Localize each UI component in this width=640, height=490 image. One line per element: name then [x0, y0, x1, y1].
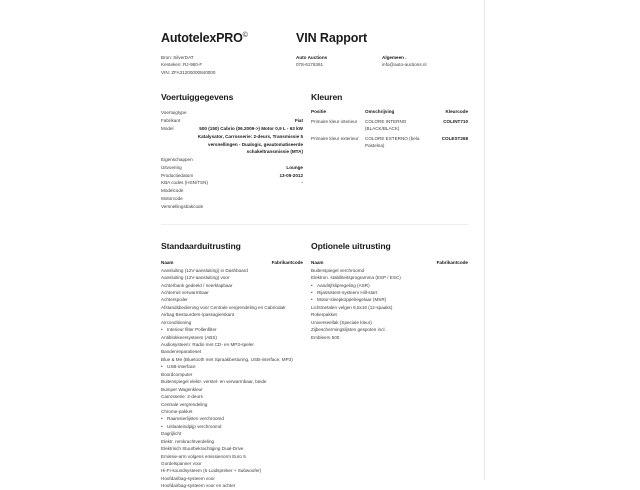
- equipment-item: Blue & Me (Bluetooth met Spraakbesturing, USB-interface, MP3): [161, 356, 293, 362]
- color-description: COLORE INTERNO (BLACK/BLACK): [365, 118, 407, 131]
- equipment-item: Elektron. stabiliteitsprogramma (ESP / ESC): [311, 275, 401, 281]
- vehicle-row-value: 500 (150) Cabrio (06.2009->) Motor 0,9 L - 63 kW Katalysator, Carrosserie: 2-deurs, Transmissie 5 versnellingen - Dualogic, geautomatiseerde schakeltransmissie (MTA): [197, 125, 303, 155]
- vehicle-row: [161, 117, 303, 125]
- colors-table-header: [311, 109, 468, 119]
- colors-header-position: Positie: [311, 109, 327, 115]
- vehicle-row: [161, 109, 303, 117]
- equipment-item: • Interieur filter Pollenfilter: [161, 326, 303, 333]
- equipment-item: Elektrisch Stuurbekrachtiging Dual-Drive: [161, 446, 244, 452]
- standard-equipment-list: [161, 267, 303, 490]
- equipment-item: • Raamsierlijsten verchroomd: [161, 415, 303, 422]
- colors-table-row: [311, 119, 468, 136]
- vehicle-row: [161, 156, 303, 164]
- equipment-item: Airbag Bestuurders-/passagierskant: [161, 312, 235, 318]
- equipment-item: Embleem 500: [311, 334, 340, 340]
- optional-equipment-header: [311, 260, 468, 267]
- contact-block: [296, 54, 468, 69]
- contact-phone: 078-6176361: [296, 62, 324, 68]
- contact-email[interactable]: info@auto-auctions.nl: [382, 62, 427, 68]
- color-code: COLEST268: [441, 136, 468, 142]
- equipment-item: Hi-Fi-soundsysteem (6 Luidspreker + Subwoofer): [161, 468, 262, 474]
- equipment-item: Achterspoiler: [161, 297, 188, 303]
- colors-header-description: Omschrijving: [365, 109, 395, 115]
- optional-equipment-title: Optionele uitrusting: [311, 240, 391, 251]
- vehicle-row-value: Lounge: [286, 164, 303, 170]
- vehicle-row: [161, 164, 303, 172]
- optional-col-name: Naam: [311, 259, 324, 265]
- color-position: Primaire kleur exterieur: [311, 136, 359, 142]
- equipment-item: Universeellak (Speciale kleur): [311, 319, 372, 325]
- equipment-item: Carrosserie: 2-deurs: [161, 394, 203, 400]
- vehicle-row-label: Eigenschappen: [161, 157, 193, 163]
- equipment-item: Dagrijlicht: [161, 431, 182, 437]
- vehicle-row: [161, 195, 303, 203]
- vehicle-row-label: KBA codes (HSN/TSN): [161, 180, 208, 186]
- equipment-item: Hoofdairbag-systeem voor en achter: [161, 483, 236, 489]
- equipment-item: Aansluiting (12V-aansluiting) voor: [161, 275, 230, 281]
- logo-text: AutotelexPRO: [161, 31, 243, 45]
- equipment-item: Hoofdairbag-systeem voor: [161, 475, 215, 481]
- equipment-item: Bandenreparatieset: [161, 349, 202, 355]
- optional-equipment-column: [311, 241, 468, 490]
- equipment-item: Antiblokkeersysteem (ABS): [161, 334, 217, 340]
- vehicle-row-label: Productiedatum: [161, 172, 194, 178]
- equipment-item: • Aandrijfslipregeling (ASR): [311, 282, 468, 289]
- vehicle-row: [161, 203, 303, 211]
- color-position: Primaire kleur interieur: [311, 118, 358, 124]
- source-line: [161, 54, 296, 61]
- colors-table-body: [311, 119, 468, 154]
- equipment-item: Elektr. remkrachtverdeling: [161, 438, 215, 444]
- source-value: SilverDAT: [173, 55, 194, 60]
- equipment-item: • USB-interface: [161, 363, 303, 370]
- vehicle-row-label: Fabrikant: [161, 118, 181, 124]
- equipment-item: • Uitlaateindpijp verchroomd: [161, 423, 303, 430]
- vin-label: VIN:: [161, 69, 170, 75]
- vehicle-row: [161, 125, 303, 156]
- contact-general-label: Algemeen .: [382, 55, 407, 60]
- equipment-item: Achterbank gedeeld / neerklapbaar: [161, 282, 233, 288]
- vehicle-row-value: Fiat: [294, 118, 303, 124]
- contact-company: Auto Auctions: [296, 55, 328, 60]
- colors-section: [311, 92, 468, 210]
- vehicle-rows: [161, 109, 303, 210]
- contact-general-col: [382, 54, 468, 69]
- vehicle-row-value: 13-05-2012: [279, 172, 303, 178]
- vehicle-row: [161, 172, 303, 180]
- details-section: [161, 92, 468, 210]
- standard-equipment-title: Standaarduitrusting: [161, 240, 241, 251]
- equipment-item: • Rijassistent-systeem Hill-start: [311, 289, 468, 296]
- equipment-item: Achterruit verwarmbaar: [161, 289, 209, 295]
- vehicle-row-value: -: [301, 180, 303, 186]
- vehicle-row-label: Uitvoering: [161, 164, 182, 170]
- equipment-item: Aansluiting (12V-aansluiting) in Dashboard: [161, 267, 248, 273]
- source-label: Bron:: [161, 55, 172, 60]
- colors-table: [311, 109, 468, 153]
- standard-equipment-column: [161, 241, 311, 490]
- colors-header-code: Kleurcode: [445, 109, 468, 115]
- equipment-item: Gordelspanner voor: [161, 461, 202, 467]
- equipment-item: Centrale vergrendeling: [161, 401, 208, 407]
- equipment-item: Audiosysteem: Radio met CD- en MP3-speler: [161, 342, 254, 348]
- optional-col-code: Fabrikantcode: [436, 259, 468, 265]
- color-description: COLORE ESTERNO (bela Pastelna): [365, 136, 420, 148]
- equipment-item: Buitenspiegel verchroomd: [311, 267, 365, 273]
- equipment-item: Buitenspiegel elektr. verstel- en verwarmbaar, beide: [161, 379, 267, 385]
- equipment-section: [161, 241, 468, 490]
- equipment-item: Afstandsbediening voor Centrale vergrendeling en Cabriodak: [161, 304, 286, 310]
- app-logo: [161, 31, 296, 45]
- vehicle-row-label: Versnellingsbakcode: [161, 203, 204, 209]
- standard-col-code: Fabrikantcode: [271, 259, 303, 265]
- page-title: VIN Rapport: [296, 31, 368, 45]
- optional-equipment-list: [311, 267, 468, 341]
- plate-value: RJ-980-F: [182, 62, 203, 68]
- standard-col-name: Naam: [161, 259, 174, 265]
- plate-label: Kenteken:: [161, 62, 182, 68]
- equipment-item: Chrome-pakket: [161, 408, 193, 414]
- vehicle-row-label: Motorcode: [161, 196, 183, 202]
- section-divider: [161, 224, 468, 225]
- equipment-item: Lichtmetalen velgen 6,5x16 (12-spaaks): [311, 304, 393, 310]
- equipment-item: Emissie-arm volgens emissienorm Euro 5: [161, 453, 246, 459]
- vehicle-section-title: Voertuiggegevens: [161, 92, 234, 103]
- document-header: [161, 0, 468, 76]
- brand-block: [161, 31, 296, 76]
- contact-company-col: [296, 54, 382, 69]
- colors-table-row: [311, 136, 468, 153]
- document-page: [145, 0, 485, 489]
- vehicle-row-label: Voertuigtype: [161, 110, 187, 116]
- vin-line: [161, 69, 296, 76]
- vin-value: ZFA31200000840000: [171, 69, 216, 75]
- vehicle-row: [161, 179, 303, 187]
- standard-equipment-header: [161, 260, 303, 267]
- equipment-item: Bumper Wagenkleur: [161, 386, 203, 392]
- vehicle-row-label: Modelcode: [161, 188, 184, 194]
- report-title-block: [296, 31, 468, 69]
- vehicle-row: [161, 187, 303, 195]
- equipment-item: • Motor-sleepkoppelregelaar (MSR): [311, 296, 468, 303]
- equipment-item: Airconditioning: [161, 319, 192, 325]
- equipment-item: Rokerpakket: [311, 312, 337, 318]
- equipment-item: Zijbeschermingslijsten gespoten incl.: [311, 327, 386, 333]
- plate-line: [161, 61, 296, 68]
- equipment-item: Boordcomputer: [161, 371, 193, 377]
- copyright-icon: ©: [242, 31, 248, 39]
- vehicle-section: [161, 92, 311, 210]
- colors-section-title: Kleuren: [311, 92, 343, 103]
- vehicle-row-label: Model: [161, 125, 174, 131]
- color-code: COLINT710: [443, 118, 468, 124]
- vehicle-meta: [161, 54, 296, 76]
